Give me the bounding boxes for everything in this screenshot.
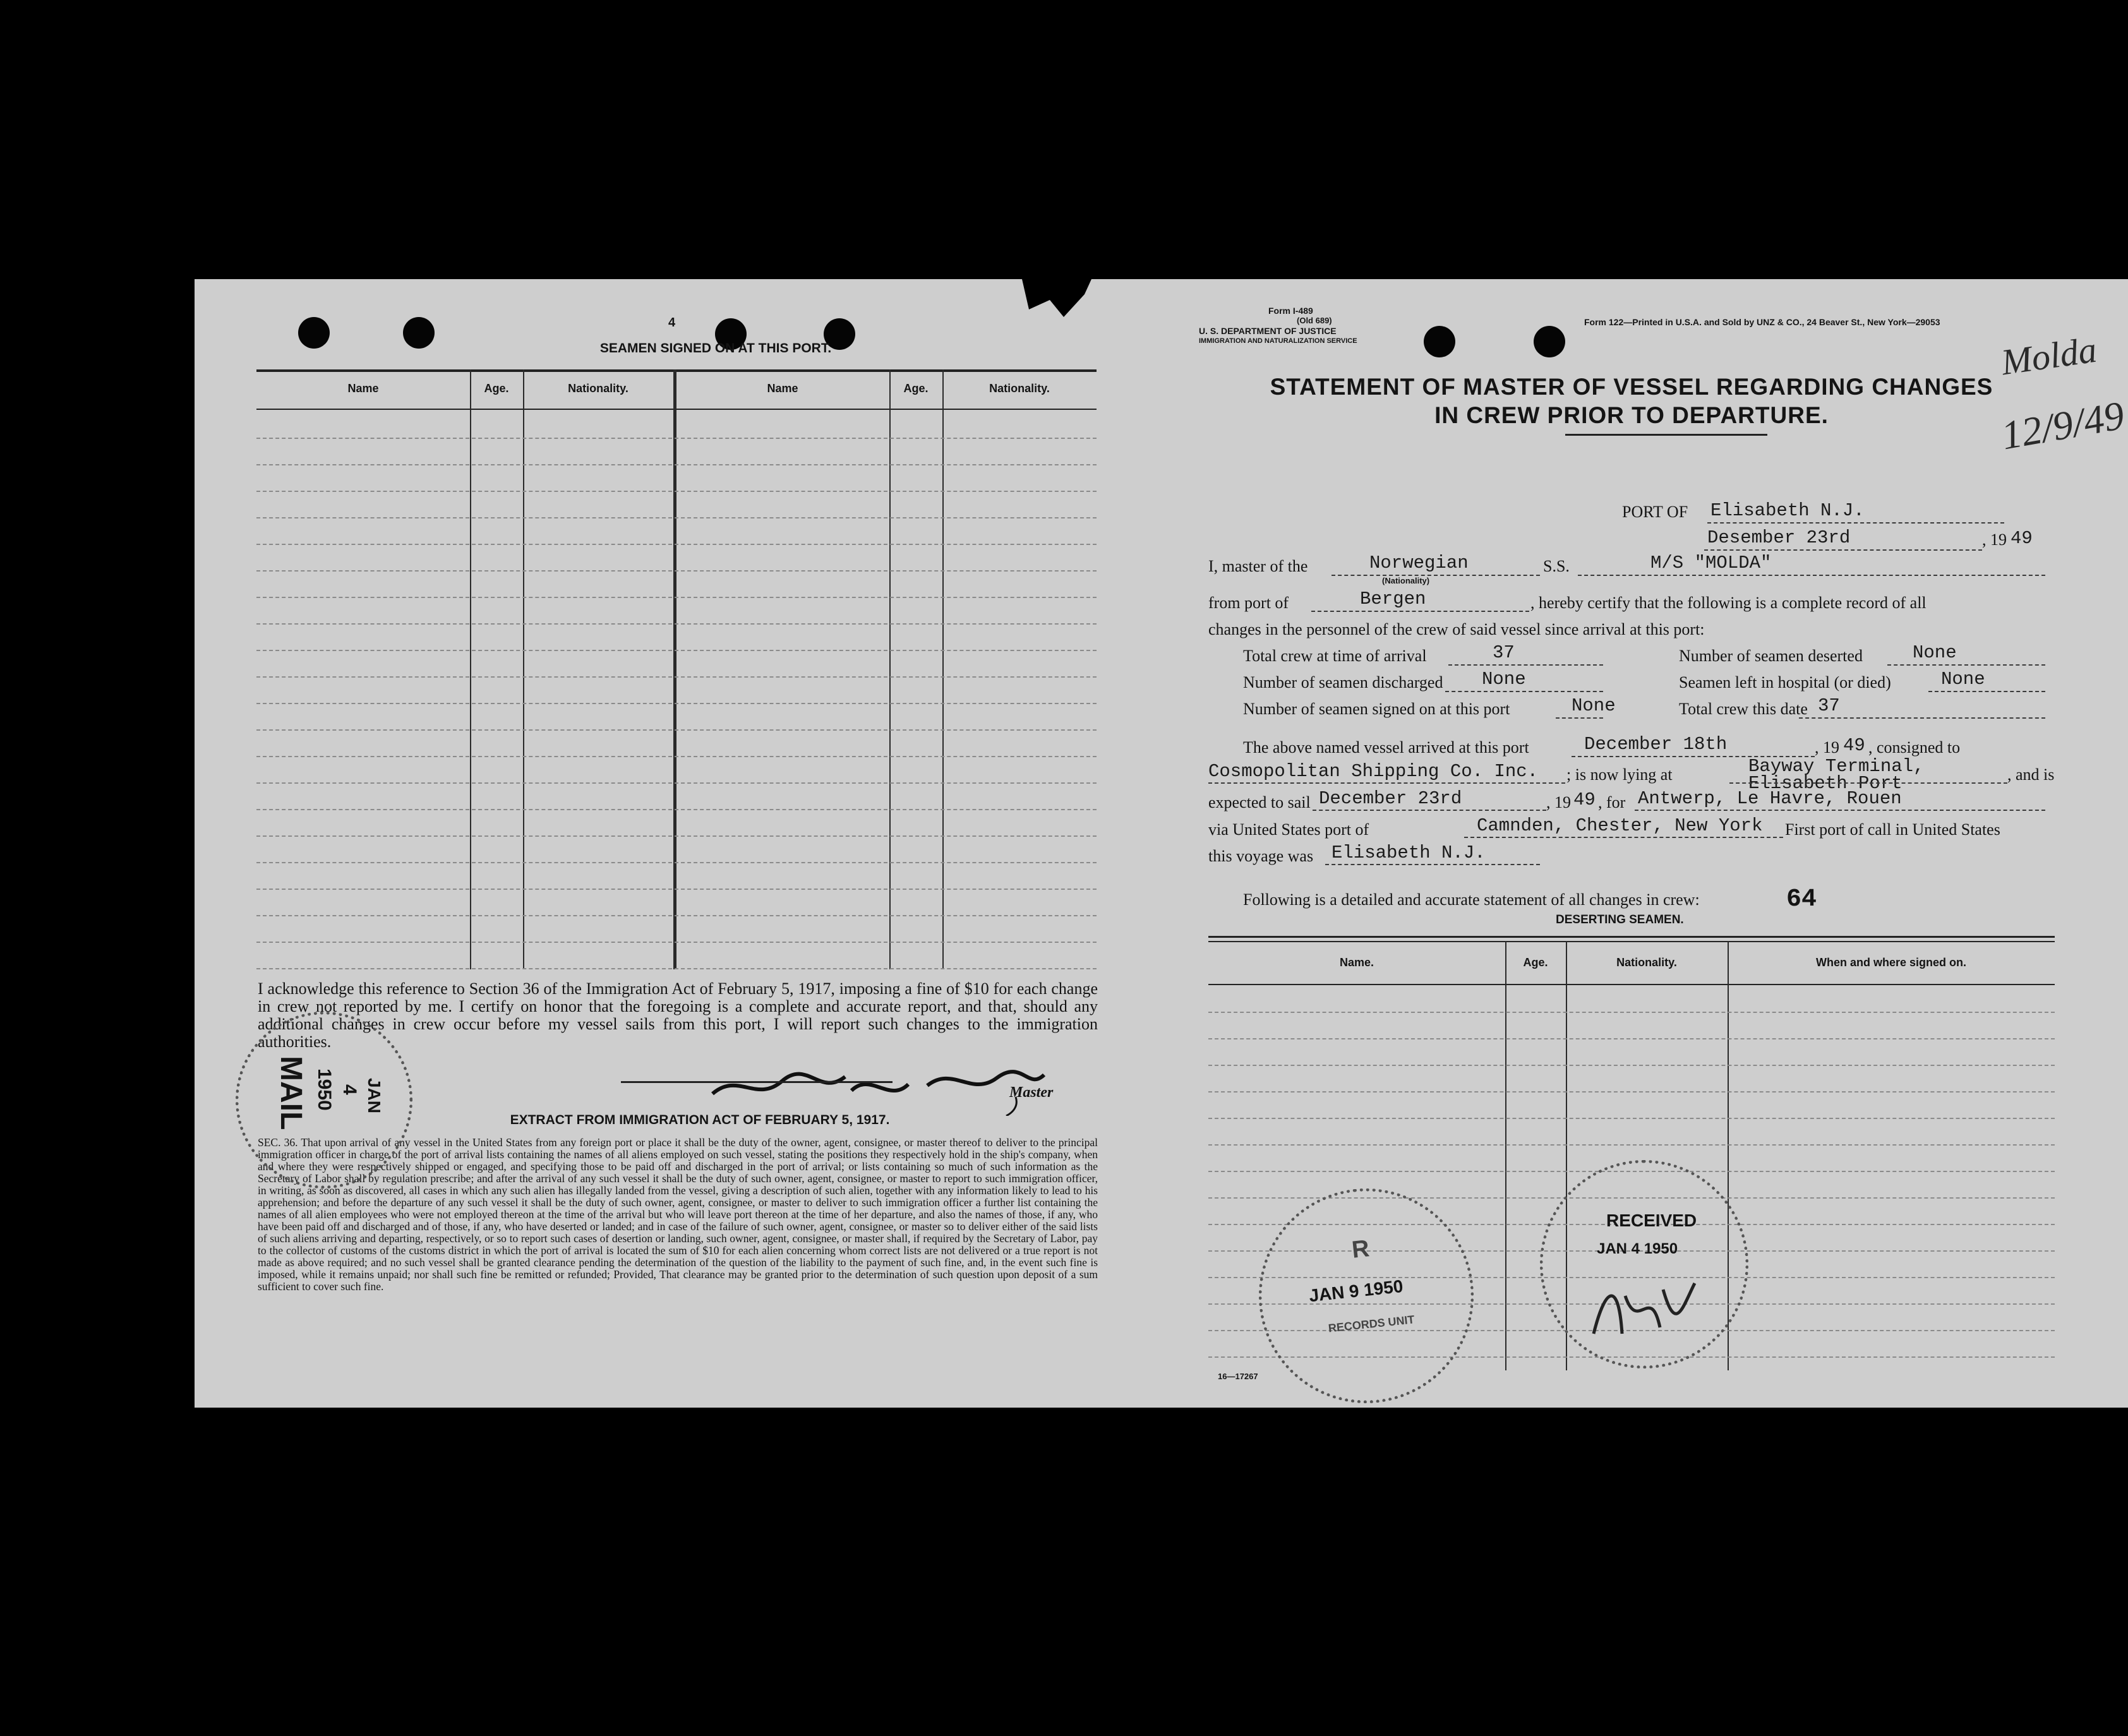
signed-on-table (256, 369, 1097, 1064)
column-header-nationality: Nationality. (989, 382, 1050, 395)
footer-code: 16—17267 (1218, 1372, 1258, 1381)
column-header-name: Name (347, 382, 379, 395)
port-of-label: PORT OF (1622, 503, 1688, 521)
lying-at-value-2: Elisabeth Port (1748, 773, 1903, 794)
form-number: Form I-489 (1268, 306, 1313, 316)
handwritten-vessel-name: Molda (1999, 328, 2100, 383)
statement-date: Desember 23rd (1707, 527, 1851, 548)
vessel-name-value: M/S "MOLDA" (1650, 553, 1772, 573)
form-title-line2: IN CREW PRIOR TO DEPARTURE. (1434, 402, 1829, 428)
punch-hole-icon (1534, 326, 1565, 357)
from-port-label: from port of (1208, 594, 1289, 612)
mail-stamp: JAN 4 1950 MAIL (236, 1012, 412, 1188)
consignee-value: Cosmopolitan Shipping Co. Inc. (1208, 761, 1539, 782)
handwritten-date: 12/9/49 (1998, 392, 2128, 458)
master-label: Master (1009, 1084, 1054, 1101)
column-header-age: Age. (484, 382, 509, 395)
torn-edge (1022, 279, 1091, 317)
for-label: , for (1598, 793, 1626, 811)
total-crew-date-label: Total crew this date (1679, 700, 1808, 718)
stamp-initials (1587, 1271, 1701, 1346)
service-name: IMMIGRATION AND NATURALIZATION SERVICE (1199, 337, 1357, 345)
arrived-label: The above named vessel arrived at this port (1243, 738, 1529, 757)
extract-text: SEC. 36. That upon arrival of any vessel in the United States from any foreign port or place it shall be the duty of the owner, agent, consignee, or master thereof to deliver to the principal immigration officer in charge of the port of arrival lists containing the names of all aliens employed on such vessel, stating the positions they respectively hold in the ship's company, when and where they were respectively shipped or engaged, and specifying those to be paid off and discharged in the port of arrival; or lists containing so much of such information as the Secretary of Labor shall by regulation prescribe; and after the arrival of any such vessel it shall be the duty of such owner, agent, consignee, or master to report to such immigration officer, in writing, as soon as discovered, all cases in which any such alien has illegally landed from the vessel, giving a description of such alien, together with any information likely to lead to his apprehension; and before the departure of any such vessel it shall be the duty of such owner, agent, consignee, or master to deliver to such immigration officer a further list containing the names of all alien employees who were not employed thereon at the time of the arrival but who will leave port thereon at the time of her departure, and also the names of those, if any, who have been paid off and discharged and of those, if any, who have deserted or landed; and in case of the failure of such owner, agent, consignee, or master so to deliver either of the said lists of such aliens arriving and departing, respectively, or so to report such cases of desertion or landing, such owner, agent, consignee, or master shall, if required by the Secretary of Labor, pay to the collector of customs of the customs district in which the port of arrival is located the sum of $10 for each alien concerning whom correct lists are not delivered or a true report is not made as above required; and no such vessel shall be granted clearance pending the determination of the question of the liability to the payment of such fine, and, in the event such fine is imposed, while it remains unpaid; nor shall such fine be remitted or refunded; Provided, That clearance may be granted prior to the determination of such question upon deposit of a sum sufficient to cover such fine. (258, 1136, 1098, 1293)
column-header-name: Name. (1339, 956, 1374, 969)
signature-line (621, 1081, 893, 1083)
punch-hole-icon (403, 317, 435, 349)
left-page-title: SEAMEN SIGNED ON AT THIS PORT. (599, 341, 832, 356)
column-header-signed-on: When and where signed on. (1815, 956, 1967, 969)
lying-label: ; is now lying at (1566, 765, 1673, 784)
punch-hole-icon (1424, 326, 1455, 357)
deserted-label: Number of seamen deserted (1679, 647, 1863, 665)
changes-text: changes in the personnel of the crew of said vessel since arrival at this port: (1208, 620, 1705, 638)
discharged-value: None (1482, 669, 1526, 690)
sail-year-value: 49 (1573, 789, 1596, 810)
arrived-date-value: December 18th (1584, 734, 1728, 755)
certify-text: , hereby certify that the following is a complete record of all (1530, 594, 1927, 612)
deserted-value: None (1913, 642, 1957, 663)
total-crew-arrival-value: 37 (1493, 642, 1515, 663)
department-name: U. S. DEPARTMENT OF JUSTICE (1199, 326, 1337, 336)
nationality-caption: (Nationality) (1382, 576, 1430, 585)
and-is-label: , and is (2007, 765, 2055, 784)
punch-hole-icon (298, 317, 330, 349)
port-of-value: Elisabeth N.J. (1710, 500, 1865, 521)
extract-title: EXTRACT FROM IMMIGRATION ACT OF FEBRUARY 5, 1917. (510, 1113, 890, 1127)
destination-value: Antwerp, Le Havre, Rouen (1638, 788, 1902, 809)
statement-year: 49 (2011, 528, 2033, 549)
column-header-age: Age. (903, 382, 929, 395)
column-header-age: Age. (1523, 956, 1548, 969)
master-of-label: I, master of the (1208, 557, 1308, 575)
column-header-nationality: Nationality. (568, 382, 628, 395)
discharged-label: Number of seamen discharged (1243, 673, 1443, 691)
printer-line: Form 122—Printed in U.S.A. and Sold by UNZ & CO., 24 Beaver St., New York—29053 (1584, 317, 1940, 327)
received-stamp: RECEIVED JAN 4 1950 (1540, 1160, 1748, 1368)
following-mark: 64 (1786, 885, 1817, 914)
arrived-year-value: 49 (1843, 735, 1865, 756)
total-crew-arrival-label: Total crew at time of arrival (1243, 647, 1427, 665)
column-header-nationality: Nationality. (1616, 956, 1677, 969)
first-port-label: First port of call in United States (1785, 820, 2000, 839)
this-voyage-value: Elisabeth N.J. (1332, 842, 1486, 863)
sail-date-value: December 23rd (1319, 788, 1462, 809)
hospital-label: Seamen left in hospital (or died) (1679, 673, 1891, 691)
nationality-value: Norwegian (1369, 553, 1469, 573)
form-title-line1: STATEMENT OF MASTER OF VESSEL REGARDING CHANGES (1270, 374, 1993, 400)
hospital-value: None (1941, 669, 1985, 690)
from-port-value: Bergen (1360, 589, 1426, 609)
total-crew-date-value: 37 (1818, 695, 1840, 716)
column-header-name: Name (767, 382, 798, 395)
page-number: 4 (668, 316, 676, 330)
title-underline (1565, 434, 1767, 436)
expected-sail-label: expected to sail (1208, 793, 1311, 811)
following-text: Following is a detailed and accurate statement of all changes in crew: (1243, 890, 1700, 909)
via-label: via United States port of (1208, 820, 1369, 839)
records-unit-stamp: R JAN 9 1950 RECORDS UNIT (1248, 1178, 1484, 1414)
deserting-title: DESERTING SEAMEN. (1556, 913, 1684, 926)
signed-on-label: Number of seamen signed on at this port (1243, 700, 1510, 718)
form-old-number: (Old 689) (1297, 316, 1332, 325)
ss-label: S.S. (1543, 557, 1570, 575)
signed-on-value: None (1572, 695, 1616, 716)
lying-at-value: Bayway Terminal, (1748, 756, 1925, 777)
document-sheet: 4 SEAMEN SIGNED ON AT THIS PORT. Name Age. Nationality. Name Age. Nationality. I acknowledge this reference to Section 36 of the Immigration Act of February 5, 1917, imposing a fine of $10 for each change in crew not reported by me. I certify on honor that the foregoing is a complete and accurate report, and that, should any additional changes in crew occur before my vessel sails from this port, I will report such changes to the immigration authorities. Master EXTRACT FROM IMMIGRATION ACT OF FEBRUARY 5, 1917. SEC. 36. That upon arrival of any vessel in the United States from any foreign port or place it shall be the duty of the owner, agent, consignee, or master thereof to deliver to the principal immigration officer in charge of the port of arrival lists containing the names of all aliens employed on such vessel, stating the positions they respectively hold in the ship's company, when and where they were respectively shipped or engaged, and specifying those to be paid off and discharged in the port of arrival; or lists containing so much of such information as the Secretary of Labor shall by regulation prescribe; and after the arrival of any such vessel it shall be the duty of such owner, agent, consignee, or master to report to such immigration officer, in writing, as soon as discovered, all cases in which any such alien has illegally landed from the vessel, giving a description of such alien, together with any information likely to lead to his apprehension; and before the departure of any such vessel it shall be the duty of such owner, agent, consignee, or master to deliver to such immigration officer a further list containing the names of all alien employees who were not employed thereon at the time of the arrival but who will leave port thereon at the time of her departure, and also the names of those, if any, who have been paid off and discharged and of those, if any, who have deserted or landed; and in case of the failure of such owner, agent, consignee, or master so to deliver either of the said lists of such aliens arriving and departing, respectively, or so to report such cases of desertion or landing, such owner, agent, consignee, or master shall, if required by the Secretary of Labor, pay to the collector of customs of the customs district in which the port of arrival is located the sum of $10 for each alien concerning whom correct lists are not delivered or a true report is not made as above required; and no such vessel shall be granted clearance pending the determination of the question of the liability to the payment of such fine, and, in the event such fine is imposed, while it remains unpaid; nor shall such fine be remitted or refunded; Provided, That clearance may be granted prior to the determination of such question upon deposit of a sum sufficient to cover such fine. JAN 4 1950 MAIL Form I-489 (Old 689) U. S. DEPARTMENT OF JUSTICE IMMIGRATION AND NATURALIZATION SERVICE Form 122—Printed in U.S.A. and Sold by UNZ & CO., 24 Beaver St., New York—29053 STATEMENT OF MASTER OF VESSEL REGARDING CHANGES IN CREW PRIOR TO DEPARTURE. Molda 12/9/49 PORT OF Elisabeth N.J. Desember 23rd , 19 49 I, master of the Norwegian (Nationality) S.S. M/S "MOLDA" from port of Bergen , hereby certify that the following is a complete record of all changes in the personnel of the crew of said vessel since arrival at this port: Total crew at time of arrival 37 Number of seamen deserted None Number of seamen discharged None Seamen left in hospital (or died) None Number of seamen signed on at this port None Total crew this date 37 The above named vessel arrived at this port December 18th , 19 49 , consigned to Cosmopolitan Shipping Co. Inc. ; is now lying at Bayway Terminal, Elisabeth Port , and is expected to sail December 23rd , 19 49 , for Antwerp, Le Havre, Rouen via United States port of Camnden, Chester, New York First port of call in United States this voyage was Elisabeth N.J. Following is a detailed and accurate statement of all changes in crew: 64 DESERTING SEAMEN. Name. Age. Nationality. When and where signed on. R JAN 9 1950 RECORDS UNIT RECEIVED JAN 4 1950 16—17267 (195, 279, 2128, 1408)
this-voyage-label: this voyage was (1208, 847, 1314, 865)
consigned-label: , consigned to (1868, 738, 1961, 757)
via-port-value: Camnden, Chester, New York (1477, 815, 1763, 836)
acknowledgement-text: I acknowledge this reference to Section 36 of the Immigration Act of February 5, 1917, imposing a fine of $10 for each change in crew not reported by me. I certify on honor that the foregoing is a complete and accurate report, and that, should any additional changes in crew occur before my vessel sails from this port, I will report such changes to the immigration authorities. (258, 979, 1098, 1051)
